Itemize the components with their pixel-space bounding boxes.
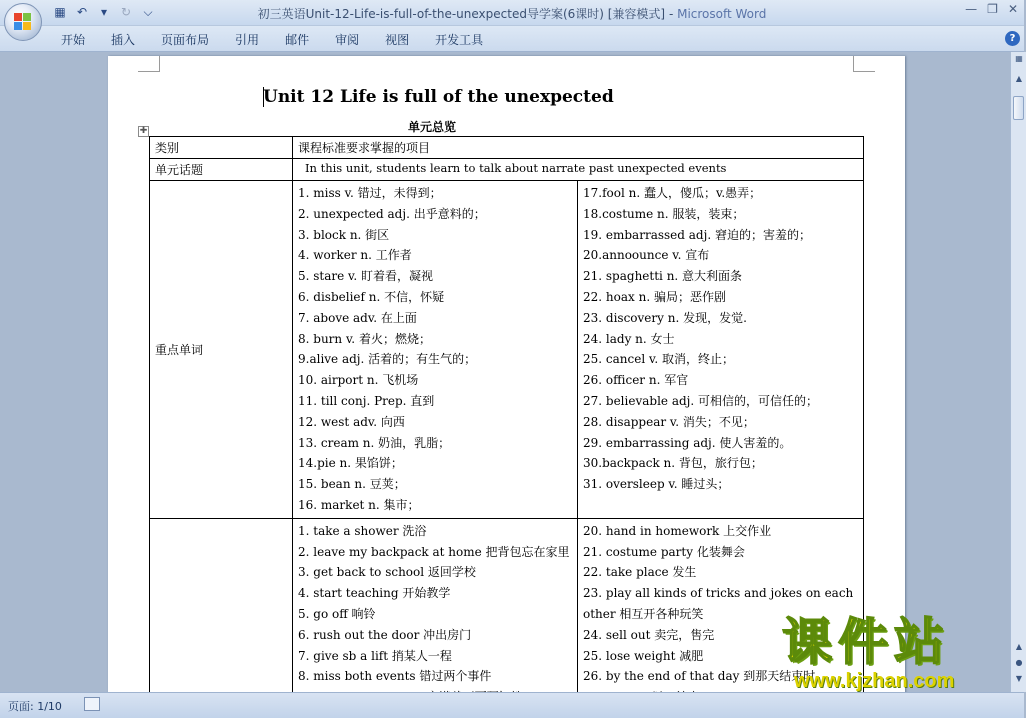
list-item: 8. miss both events 错过两个事件 — [298, 669, 492, 684]
list-item: 5. go off 响铃 — [298, 606, 376, 621]
previous-page-icon[interactable]: ▲ — [1015, 642, 1023, 651]
topic-value-cell[interactable]: In this unit, students learn to talk about narrate past unexpected events — [293, 159, 864, 181]
list-item: 7. give sb a lift 捎某人一程 — [298, 648, 452, 663]
tab-references[interactable]: 引用 — [235, 33, 260, 47]
office-logo-icon — [14, 13, 32, 31]
list-item: 20.annoounce v. 宣布 — [583, 248, 710, 263]
list-item: 8. burn v. 着火；燃烧； — [298, 331, 431, 346]
ribbon-tabs — [48, 31, 496, 48]
list-item: 23. play all kinds of tricks and jokes on each other 相互开各种玩笑 — [583, 586, 854, 621]
help-icon[interactable]: ? — [1005, 31, 1020, 46]
table-row — [150, 159, 864, 181]
vertical-scrollbar[interactable] — [1010, 52, 1026, 692]
list-item: 6. rush out the door 冲出房门 — [298, 627, 472, 642]
browse-object-icon[interactable]: ● — [1015, 658, 1023, 667]
list-item: 14.pie n. 果馅饼； — [298, 456, 403, 471]
page-count[interactable]: 页面: 1/10 — [8, 700, 62, 713]
list-item: 24. lady n. 女士 — [583, 331, 675, 346]
document-name: 初三英语Unit-12-Life-is-full-of-the-unexpected导学案(6课时) [兼容模式] — [257, 7, 666, 21]
list-item: 22. take place 发生 — [583, 565, 697, 580]
list-item: 11. till conj. Prep. 直到 — [298, 393, 435, 408]
list-item: 5. stare v. 盯着看，凝视 — [298, 269, 434, 284]
title-bar — [0, 0, 1024, 26]
list-item: 3. get back to school 返回学校 — [298, 565, 476, 580]
table-row — [150, 181, 864, 519]
document-page[interactable] — [108, 56, 905, 706]
list-item: 1. miss v. 错过，未得到； — [298, 186, 442, 200]
redo-icon[interactable]: ↻ — [120, 5, 132, 19]
overview-table — [149, 136, 864, 711]
status-bar — [0, 692, 1024, 718]
list-item: 29. embarrassing adj. 使人害羞的。 — [583, 435, 792, 450]
watermark-url: www.kjzhan.com — [794, 670, 955, 692]
minimize-icon[interactable]: — — [965, 2, 978, 16]
list-item: 4. worker n. 工作者 — [298, 248, 412, 263]
list-item: 2. leave my backpack at home 把背包忘在家里 — [298, 544, 570, 559]
table-move-handle-icon[interactable]: ✚ — [139, 126, 148, 136]
tab-view[interactable]: 视图 — [385, 33, 410, 47]
tab-mailings[interactable]: 邮件 — [285, 33, 310, 47]
list-item: 10. airport n. 飞机场 — [298, 373, 419, 388]
tab-review[interactable]: 审阅 — [335, 33, 360, 47]
list-item: 26. officer n. 军官 — [583, 373, 689, 388]
list-item: 24. sell out 卖完，售完 — [583, 627, 715, 642]
table-row — [150, 137, 864, 159]
window-controls — [965, 2, 1018, 16]
list-item: 21. spaghetti n. 意大利面条 — [583, 269, 743, 284]
ribbon — [0, 26, 1024, 52]
topic-label-cell[interactable]: 单元话题 — [150, 159, 293, 181]
tab-developer[interactable]: 开发工具 — [435, 33, 484, 47]
tab-page-layout[interactable]: 页面布局 — [161, 33, 210, 47]
list-item: 17.fool n. 蠢人，傻瓜；v.愚弄； — [583, 186, 762, 200]
list-item: 23. discovery n. 发现，发觉. — [583, 310, 747, 325]
list-item: 22. hoax n. 骗局；恶作剧 — [583, 289, 726, 304]
window-title — [0, 5, 1024, 22]
list-item: 3. block n. 街区 — [298, 227, 390, 242]
document-workspace — [0, 52, 1008, 692]
list-item: 2. unexpected adj. 出乎意料的； — [298, 206, 486, 221]
office-button[interactable] — [4, 3, 42, 41]
key-words-label-cell[interactable]: 重点单词 — [150, 181, 293, 519]
undo-icon[interactable]: ↶ — [76, 5, 88, 19]
close-icon[interactable]: ✕ — [1007, 2, 1018, 16]
list-item: 18.costume n. 服装，装束； — [583, 206, 745, 221]
save-icon[interactable]: ▦ — [54, 5, 66, 19]
requirement-header-cell[interactable]: 课程标准要求掌握的项目 — [293, 137, 864, 159]
language-icon[interactable] — [84, 697, 100, 711]
margin-corner-right — [853, 56, 875, 72]
tab-insert[interactable]: 插入 — [111, 33, 136, 47]
list-item: 28. disappear v. 消失；不见； — [583, 414, 755, 429]
list-item: 25. cancel v. 取消，终止； — [583, 352, 734, 367]
list-item: 4. start teaching 开始教学 — [298, 586, 451, 601]
category-header-cell[interactable]: 类别 — [150, 137, 293, 159]
phrases-label-cell[interactable] — [150, 518, 293, 710]
list-item: 19. embarrassed adj. 窘迫的；害羞的； — [583, 227, 811, 242]
view-ruler-icon[interactable]: ▦ — [1015, 54, 1023, 63]
list-item: 21. costume party 化装舞会 — [583, 544, 745, 559]
margin-corner-left — [138, 56, 160, 72]
table-row — [150, 518, 864, 710]
list-item: 16. market n. 集市； — [298, 497, 420, 512]
next-page-icon[interactable]: ▼ — [1015, 674, 1023, 683]
restore-icon[interactable]: ❐ — [987, 2, 998, 16]
list-item: 12. west adv. 向西 — [298, 414, 405, 429]
watermark-title: 课件站 — [782, 613, 950, 671]
list-item: 27. believable adj. 可相信的，可信任的； — [583, 393, 819, 408]
list-item: 31. oversleep v. 睡过头； — [583, 477, 730, 492]
list-item: 26. by the end of that day 到那天结束时 — [583, 669, 816, 684]
phrases-left-cell[interactable] — [293, 518, 578, 710]
list-item: 13. cream n. 奶油，乳脂； — [298, 435, 451, 450]
words-left-cell[interactable] — [293, 181, 578, 519]
list-item: 9.alive adj. 活着的；有生气的； — [298, 352, 477, 367]
list-item: 30.backpack n. 背包，旅行包； — [583, 456, 763, 471]
customize-qat-icon[interactable]: ⌵ — [143, 5, 153, 19]
list-item: 6. disbelief n. 不信，怀疑 — [298, 289, 445, 304]
list-item: 15. bean n. 豆荚； — [298, 477, 406, 492]
list-item: 1. take a shower 洗浴 — [298, 523, 427, 538]
list-item: 7. above adv. 在上面 — [298, 310, 417, 325]
scroll-up-icon[interactable]: ▲ — [1015, 74, 1023, 83]
tab-home[interactable]: 开始 — [61, 33, 86, 47]
scrollbar-thumb[interactable] — [1013, 96, 1024, 120]
list-item — [583, 495, 858, 516]
list-item: 20. hand in homework 上交作业 — [583, 523, 772, 538]
document-heading: Unit 12 Life is full of the unexpected — [263, 87, 614, 107]
title-separator: - — [665, 7, 678, 21]
list-item: 25. lose weight 减肥 — [583, 648, 704, 663]
words-right-cell[interactable] — [578, 181, 864, 519]
site-watermark — [760, 612, 1010, 692]
section-subtitle: 单元总览 — [408, 120, 457, 134]
app-name: Microsoft Word — [677, 7, 767, 21]
undo-dropdown-icon[interactable]: ▾ — [100, 5, 108, 19]
